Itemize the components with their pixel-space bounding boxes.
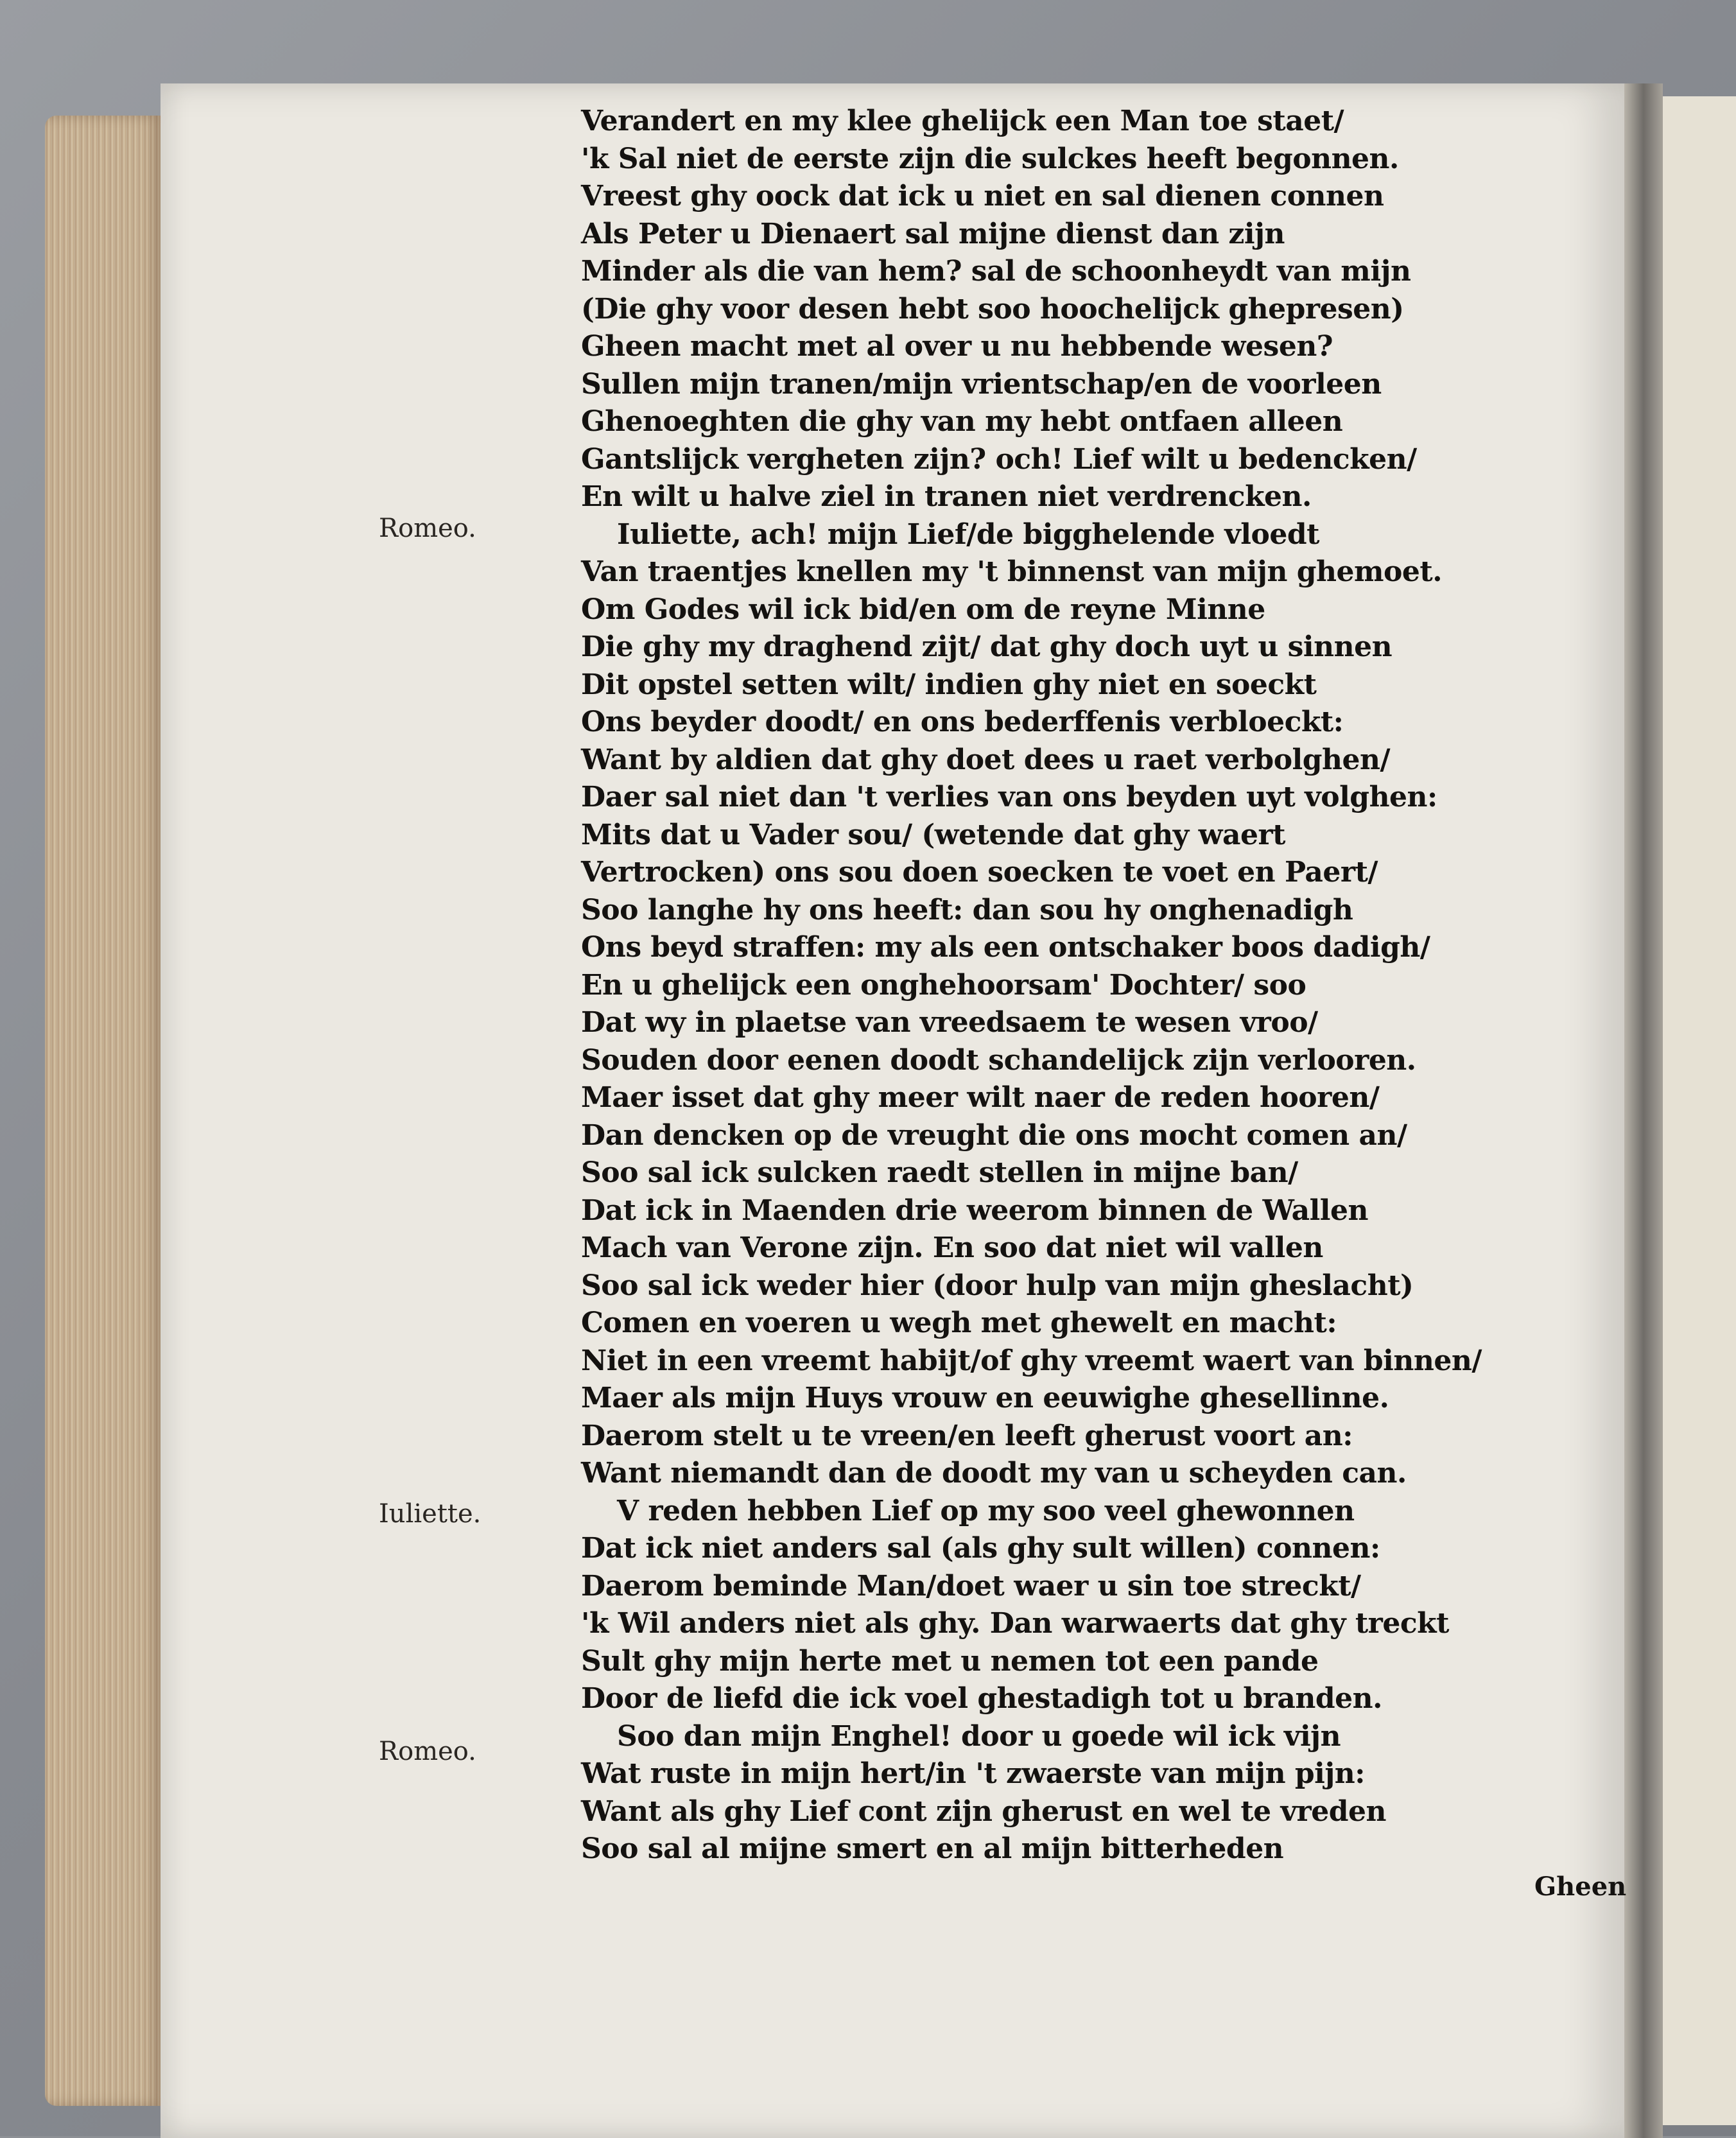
verse-line: Verandert en my klee ghelijck een Man toe staet/ (581, 105, 1344, 137)
verse-line: Van traentjes knellen my 't binnenst van mijn ghemoet. (581, 555, 1443, 588)
verse-line: Mach van Verone zijn. En soo dat niet wil vallen (581, 1231, 1323, 1264)
speaker-label-iuliette: Iuliette. (379, 1499, 482, 1529)
speaker-label-romeo-2: Romeo. (379, 1737, 476, 1766)
verse-line: 'k Sal niet de eerste zijn die sulckes heeft begonnen. (581, 142, 1399, 175)
verse-line: Als Peter u Dienaert sal mijne dienst dan zijn (581, 217, 1285, 250)
verse-line: Daerom beminde Man/doet waer u sin toe streckt/ (581, 1569, 1361, 1603)
page-block-edge (45, 116, 161, 2106)
verse-line: Dat ick in Maenden drie weerom binnen de Wallen (581, 1194, 1369, 1227)
verse-line: Iuliette, ach! mijn Lief/de bigghelende vloedt (617, 517, 1319, 551)
verse-line: Mits dat u Vader sou/ (wetende dat ghy waert (581, 818, 1285, 851)
verse-line: Soo langhe hy ons heeft: dan sou hy onghenadigh (581, 893, 1353, 926)
verse-line: Want als ghy Lief cont zijn gherust en wel te vreden (581, 1795, 1386, 1828)
verse-line: 'k Wil anders niet als ghy. Dan warwaerts dat ghy treckt (581, 1607, 1449, 1640)
verse-line: Soo sal al mijne smert en al mijn bitterheden (581, 1832, 1284, 1865)
catchword: Gheen (1534, 1872, 1627, 1902)
verse-line: En wilt u halve ziel in tranen niet verdrencken. (581, 480, 1312, 513)
verse-line: Want niemandt dan de doodt my van u scheyden can. (581, 1457, 1407, 1490)
verse-line: Maer isset dat ghy meer wilt naer de reden hooren/ (581, 1081, 1380, 1114)
verse-line: Door de liefd die ick voel ghestadigh tot u branden. (581, 1682, 1382, 1715)
verse-line: Dat ick niet anders sal (als ghy sult willen) connen: (581, 1532, 1380, 1565)
verse-line: (Die ghy voor desen hebt soo hoochelijck ghepresen) (581, 292, 1404, 326)
verse-line: Om Godes wil ick bid/en om de reyne Minne (581, 593, 1265, 626)
verse-line: Ons beyder doodt/ en ons bederffenis verbloeckt: (581, 706, 1344, 738)
verse-line: Soo sal ick sulcken raedt stellen in mijne ban/ (581, 1156, 1298, 1189)
verse-line: Souden door eenen doodt schandelijck zijn verlooren. (581, 1043, 1416, 1077)
verse-line: Dit opstel setten wilt/ indien ghy niet en soeckt (581, 668, 1317, 701)
verse-line: Niet in een vreemt habijt/of ghy vreemt waert van binnen/ (581, 1344, 1482, 1377)
verse-line: Gheen macht met al over u nu hebbende wesen? (581, 330, 1333, 363)
verse-line: Maer als mijn Huys vrouw en eeuwighe ghesellinne. (581, 1382, 1389, 1414)
book-gutter (1624, 83, 1663, 2138)
verse-line: Vertrocken) ons sou doen soecken te voet en Paert/ (581, 856, 1378, 889)
verse-line: Minder als die van hem? sal de schoonheydt van mijn (581, 255, 1411, 288)
verse-line: Want by aldien dat ghy doet dees u raet verbolghen/ (581, 743, 1391, 776)
verse-line: Daerom stelt u te vreen/en leeft gherust voort an: (581, 1419, 1353, 1452)
verse-line: Ghenoeghten die ghy van my hebt ontfaen alleen (581, 405, 1343, 438)
verse-line: Soo dan mijn Enghel! door u goede wil ick vijn (617, 1719, 1341, 1753)
verse-line: Comen en voeren u wegh met ghewelt en macht: (581, 1307, 1337, 1339)
verse-line: Die ghy my draghend zijt/ dat ghy doch uyt u sinnen (581, 630, 1393, 663)
verse-line: Soo sal ick weder hier (door hulp van mijn gheslacht) (581, 1269, 1414, 1302)
verse-block (581, 103, 1583, 1868)
verse-line: Sullen mijn tranen/mijn vrientschap/en de voorleen (581, 367, 1382, 401)
verse-line: Dat wy in plaetse van vreedsaem te wesen vroo/ (581, 1006, 1318, 1039)
speaker-label-romeo-1: Romeo. (379, 514, 476, 543)
verse-line: Vreest ghy oock dat ick u niet en sal dienen connen (581, 180, 1384, 213)
verse-line: Ons beyd straffen: my als een ontschaker boos dadigh/ (581, 931, 1430, 964)
verse-line: V reden hebben Lief op my soo veel ghewonnen (617, 1494, 1355, 1527)
verse-line: Dan dencken op de vreught die ons mocht comen an/ (581, 1118, 1407, 1152)
verse-line: Sult ghy mijn herte met u nemen tot een pande (581, 1644, 1319, 1678)
verse-line: Gantslijck vergheten zijn? och! Lief wilt u bedencken/ (581, 442, 1417, 476)
verse-line: Wat ruste in mijn hert/in 't zwaerste van mijn pijn: (581, 1757, 1366, 1790)
verse-line: Daer sal niet dan 't verlies van ons beyden uyt volghen: (581, 781, 1437, 813)
verse-line: En u ghelijck een onghehoorsam' Dochter/ soo (581, 968, 1306, 1002)
right-page-edge (1663, 96, 1736, 2125)
